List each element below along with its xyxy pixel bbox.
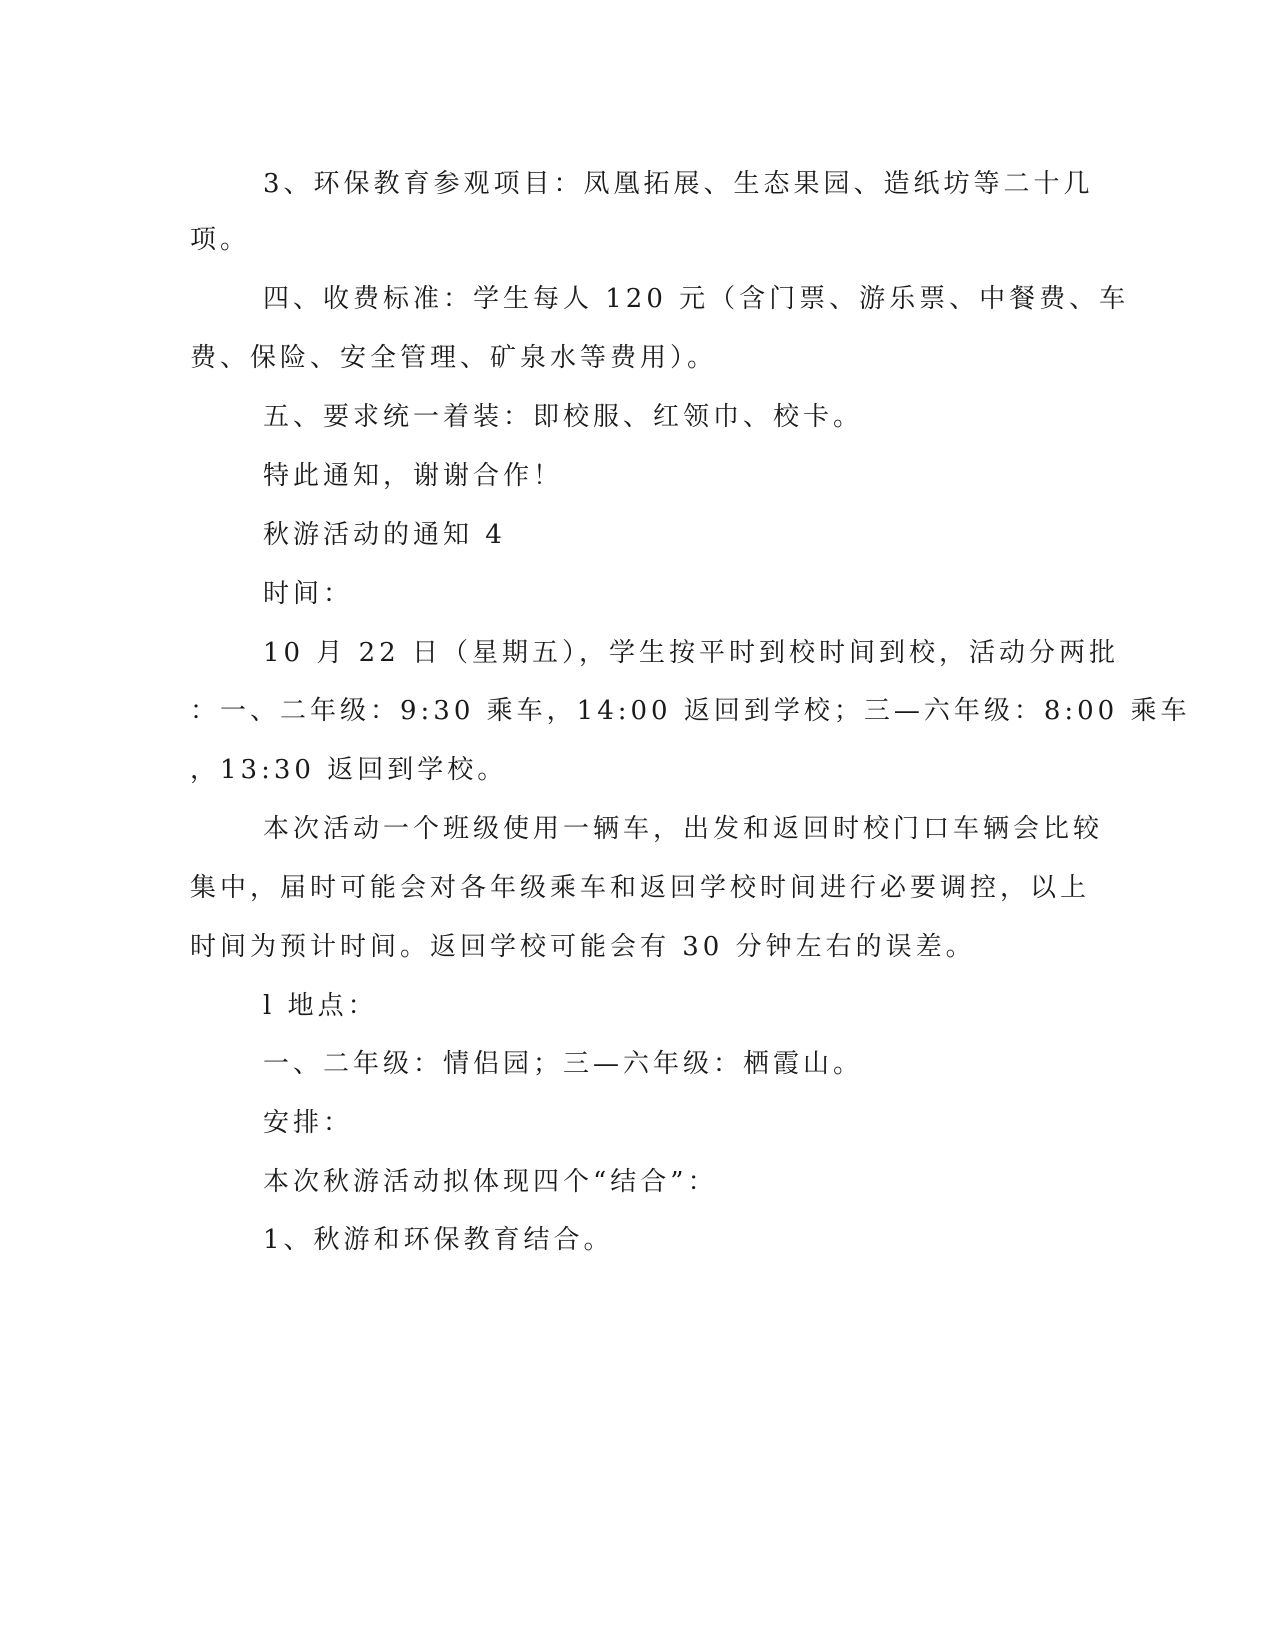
paragraph-line: 费、保险、安全管理、矿泉水等费用）。 xyxy=(190,343,718,373)
section-heading: 秋游活动的通知 4 xyxy=(263,520,506,550)
paragraph-line: 10 月 22 日（星期五），学生按平时到校时间到校，活动分两批 xyxy=(263,638,1119,668)
paragraph-line: 五、要求统一着装：即校服、红领巾、校卡。 xyxy=(263,402,864,432)
paragraph-line: ，13:30 返回到学校。 xyxy=(190,755,508,785)
paragraph-line: 时间为预计时间。返回学校可能会有 30 分钟左右的误差。 xyxy=(190,932,976,962)
paragraph-line: 项。 xyxy=(190,225,251,255)
paragraph-line: 安排： xyxy=(263,1108,354,1138)
paragraph-line: 1、秋游和环保教育结合。 xyxy=(263,1225,614,1255)
paragraph-line: 四、收费标准：学生每人 120 元（含门票、游乐票、中餐费、车 xyxy=(263,284,1130,314)
paragraph-line: 集中，届时可能会对各年级乘车和返回学校时间进行必要调控，以上 xyxy=(190,873,1091,903)
paragraph-line: 3、环保教育参观项目：凤凰拓展、生态果园、造纸坊等二十几 xyxy=(263,169,1094,199)
paragraph-line: 一、二年级：情侣园；三—六年级：栖霞山。 xyxy=(263,1049,864,1079)
paragraph-line: ：一、二年级：9:30 乘车，14:00 返回到学校；三—六年级：8:00 乘车 xyxy=(190,696,1191,726)
paragraph-line: l 地点： xyxy=(263,991,378,1021)
paragraph-line: 本次秋游活动拟体现四个“结合”： xyxy=(263,1167,718,1197)
paragraph-line: 时间： xyxy=(263,579,354,609)
paragraph-line: 特此通知，谢谢合作！ xyxy=(263,461,564,491)
paragraph-line: 本次活动一个班级使用一辆车，出发和返回时校门口车辆会比较 xyxy=(263,814,1104,844)
